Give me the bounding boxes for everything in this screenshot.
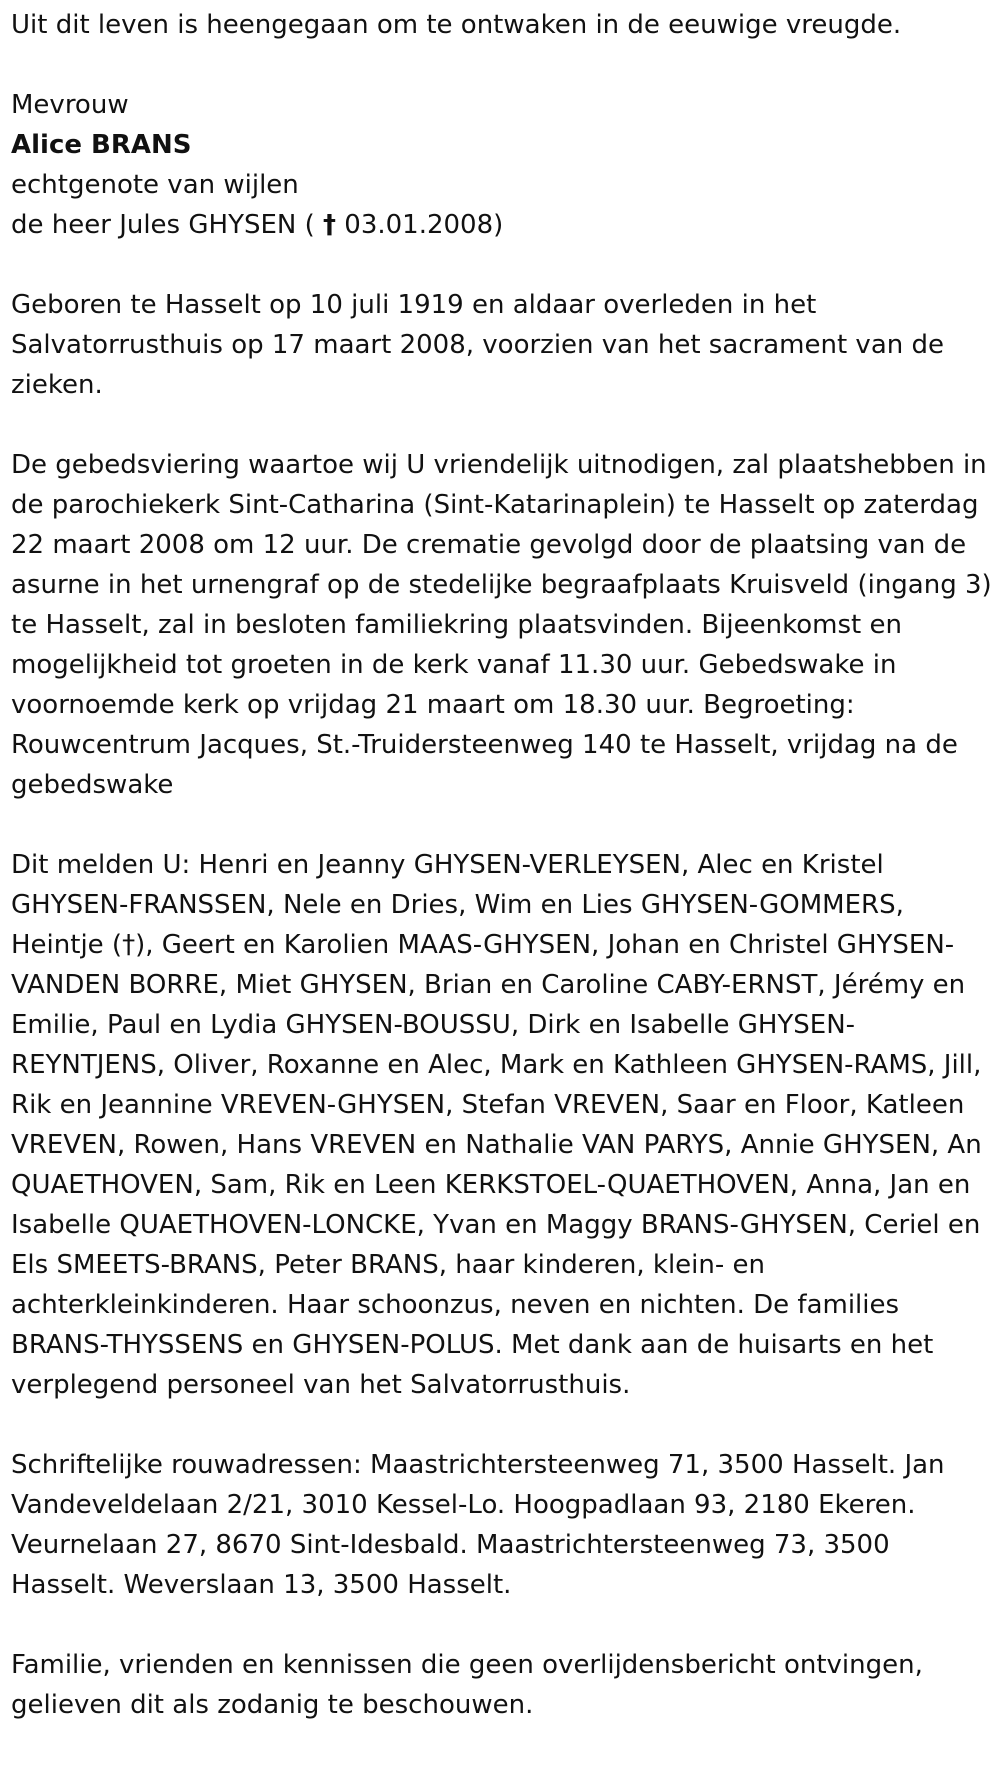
relation-line: echtgenote van wijlen — [11, 170, 299, 200]
spouse-line — [11, 205, 996, 245]
honorific: Mevrouw — [11, 90, 129, 120]
ceremony-paragraph: De gebedsviering waartoe wij U vriendelijk uitnodigen, zal plaatshebben in de parochiekerk Sint-Catharina (Sint-Katarinaplein) te Hasselt op zaterdag 22 maart 2008 om 12 uur. De crematie gevolgd door de plaatsing van de asurne in het urnengraf op de stedelijke begraafplaats Kruisveld (ingang 3) te Hasselt, zal in besloten familiekring plaatsvinden. Bijeenkomst en mogelijkheid tot groeten in de kerk vanaf 11.30 uur. Gebedswake in voornoemde kerk op vrijdag 21 maart om 18.30 uur. Begroeting: Rouwcentrum Jacques, St.-Truidersteenweg 140 te Hasselt, vrijdag na de gebedswake — [11, 450, 992, 800]
spouse-prefix: de heer Jules GHYSEN ( — [11, 210, 315, 240]
closing-paragraph: Familie, vrienden en kennissen die geen overlijdensbericht ontvingen, gelieven dit als zodanig te beschouwen. — [11, 1650, 923, 1720]
addresses-paragraph: Schriftelijke rouwadressen: Maastrichtersteenweg 71, 3500 Hasselt. Jan Vandeveldelaan 2/21, 3010 Kessel-Lo. Hoogpadlaan 93, 2180 Ekeren. Veurnelaan 27, 8670 Sint-Idesbald. Maastrichtersteenweg 73, 3500 Hasselt. Weverslaan 13, 3500 Hasselt. — [11, 1450, 945, 1600]
birth-death-paragraph: Geboren te Hasselt op 10 juli 1919 en aldaar overleden in het Salvatorrusthuis op 17 maart 2008, voorzien van het sacrament van de zieken. — [11, 290, 944, 400]
opening-line: Uit dit leven is heengegaan om te ontwaken in de eeuwige vreugde. — [11, 10, 902, 40]
family-paragraph: Dit melden U: Henri en Jeanny GHYSEN-VERLEYSEN, Alec en Kristel GHYSEN-FRANSSEN, Nele en Dries, Wim en Lies GHYSEN-GOMMERS, Heintje (†), Geert en Karolien MAAS-GHYSEN, Johan en Christel GHYSEN-VANDEN BORRE, Miet GHYSEN, Brian en Caroline CABY-ERNST, Jérémy en Emilie, Paul en Lydia GHYSEN-BOUSSU, Dirk en Isabelle GHYSEN-REYNTJENS, Oliver, Roxanne en Alec, Mark en Kathleen GHYSEN-RAMS, Jill, Rik en Jeannine VREVEN-GHYSEN, Stefan VREVEN, Saar en Floor, Katleen VREVEN, Rowen, Hans VREVEN en Nathalie VAN PARYS, Annie GHYSEN, An QUAETHOVEN, Sam, Rik en Leen KERKSTOEL-QUAETHOVEN, Anna, Jan en Isabelle QUAETHOVEN-LONCKE, Yvan en Maggy BRANS-GHYSEN, Ceriel en Els SMEETS-BRANS, Peter BRANS, haar kinderen, klein- en achterkleinkinderen. Haar schoonzus, neven en nichten. De families BRANS-THYSSENS en GHYSEN-POLUS. Met dank aan de huisarts en het verplegend personeel van het Salvatorrusthuis. — [11, 850, 982, 1400]
cross-icon: † — [323, 210, 337, 240]
obituary-notice — [11, 0, 996, 1725]
deceased-name: Alice BRANS — [11, 130, 192, 160]
deceased-heading — [11, 85, 996, 245]
spouse-death-date: 03.01.2008) — [336, 210, 504, 240]
